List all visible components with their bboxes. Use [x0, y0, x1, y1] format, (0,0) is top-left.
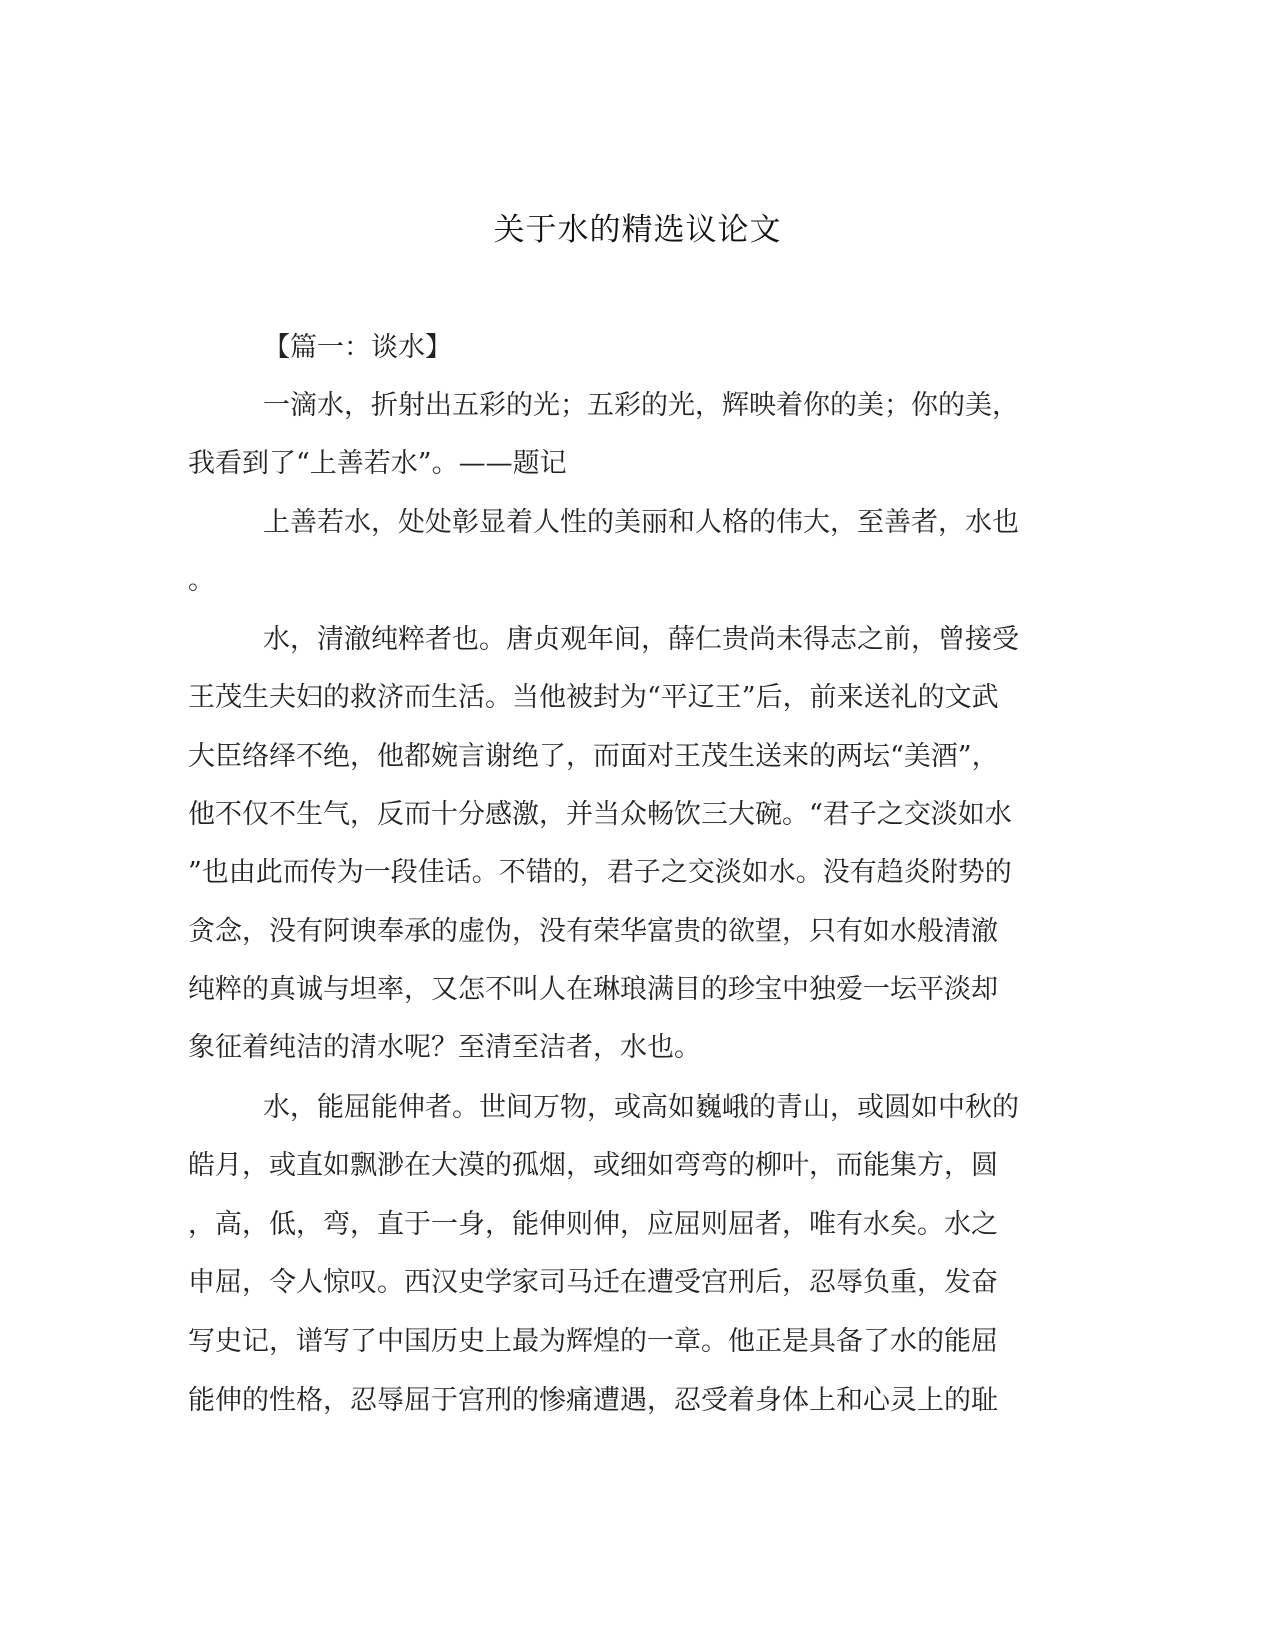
text-line: ”也由此而传为一段佳话。不错的，君子之交淡如水。没有趋炎附势的	[188, 857, 1012, 888]
text-line: 上善若水，处处彰显着人性的美丽和人格的伟大，至善者，水也	[263, 507, 1019, 538]
document-title: 关于水的精选议论文	[493, 212, 782, 248]
text-line: 他不仅不生气，反而十分感激，并当众畅饮三大碗。“君子之交淡如水	[188, 799, 1012, 830]
text-line: 贪念，没有阿谀奉承的虚伪，没有荣华富贵的欲望，只有如水般清澈	[188, 916, 998, 947]
text-line: ，高，低，弯，直于一身，能伸则伸，应屈则屈者，唯有水矣。水之	[188, 1209, 998, 1240]
text-line: 水，清澈纯粹者也。唐贞观年间，薛仁贵尚未得志之前，曾接受	[263, 624, 1019, 655]
text-line: 申屈，令人惊叹。西汉史学家司马迁在遭受宫刑后，忍辱负重，发奋	[188, 1267, 998, 1298]
section-heading: 【篇一：谈水】	[263, 332, 452, 363]
text-line: 能伸的性格，忍辱屈于宫刑的惨痛遭遇，忍受着身体上和心灵上的耻	[188, 1385, 998, 1416]
text-line: 。	[188, 565, 215, 596]
text-line: 大臣络绎不绝，他都婉言谢绝了，而面对王茂生送来的两坛“美酒”，	[188, 741, 999, 772]
text-line: 皓月，或直如飘渺在大漠的孤烟，或细如弯弯的柳叶，而能集方，圆	[188, 1150, 998, 1181]
text-line: 王茂生夫妇的救济而生活。当他被封为“平辽王”后，前来送礼的文武	[188, 682, 999, 713]
text-line: 一滴水，折射出五彩的光；五彩的光，辉映着你的美；你的美，	[263, 390, 1019, 421]
text-line: 纯粹的真诚与坦率，又怎不叫人在琳琅满目的珍宝中独爱一坛平淡却	[188, 974, 998, 1005]
text-line: 象征着纯洁的清水呢？至清至洁者，水也。	[188, 1032, 701, 1063]
text-line: 写史记，谱写了中国历史上最为辉煌的一章。他正是具备了水的能屈	[188, 1326, 998, 1357]
text-line: 我看到了“上善若水”。——题记	[188, 448, 567, 479]
text-line: 水，能屈能伸者。世间万物，或高如巍峨的青山，或圆如中秋的	[263, 1092, 1019, 1123]
